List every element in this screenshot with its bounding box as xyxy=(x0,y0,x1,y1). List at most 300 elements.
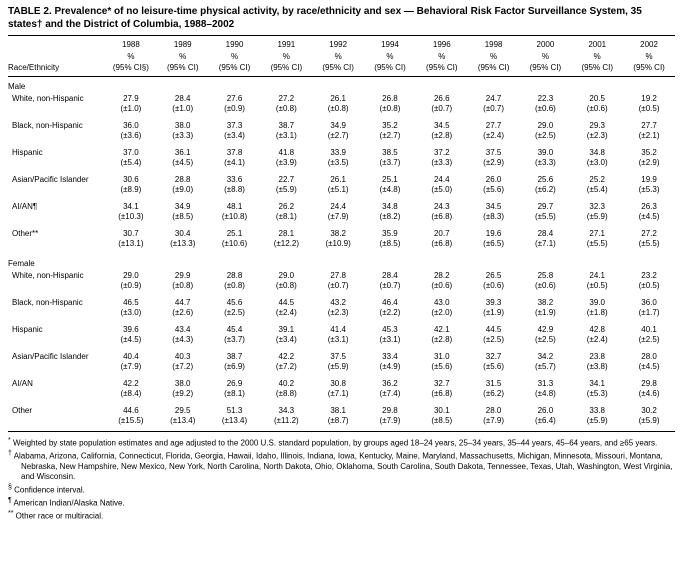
prevalence-value: 28.4 xyxy=(382,270,398,280)
value-cell xyxy=(623,404,675,432)
percent-header: % xyxy=(645,51,653,61)
prevalence-value: 39.6 xyxy=(123,324,139,334)
value-cell xyxy=(157,173,209,200)
year-header: 1989 xyxy=(173,40,192,49)
data-row xyxy=(8,92,675,119)
confidence-interval: (±5.5) xyxy=(638,238,660,248)
confidence-interval: (±10.3) xyxy=(118,211,144,221)
value-cell xyxy=(312,200,364,227)
value-cell xyxy=(312,296,364,323)
prevalence-value: 39.3 xyxy=(485,297,502,307)
confidence-interval: (±13.4) xyxy=(170,415,196,425)
value-cell xyxy=(312,227,364,254)
prevalence-value: 24.7 xyxy=(485,93,502,103)
year-header: 1990 xyxy=(225,40,244,49)
race-label: Other** xyxy=(12,228,39,238)
confidence-interval: (±12.2) xyxy=(273,238,299,248)
value-cell xyxy=(623,200,675,227)
confidence-interval: (±0.7) xyxy=(379,280,401,290)
race-ethnicity-header: Race/Ethnicity xyxy=(8,62,105,76)
prevalence-value: 25.1 xyxy=(226,228,243,238)
value-cell xyxy=(468,404,520,432)
value-cell xyxy=(105,119,157,146)
prevalence-value: 33.8 xyxy=(589,405,605,415)
value-cell xyxy=(209,377,261,404)
confidence-interval: (±3.9) xyxy=(275,157,297,167)
value-cell xyxy=(468,296,520,323)
year-header: 1996 xyxy=(432,40,451,49)
confidence-interval: (±6.9) xyxy=(224,361,245,371)
data-row xyxy=(8,404,675,432)
prevalence-value: 40.3 xyxy=(174,351,191,361)
value-cell xyxy=(364,323,416,350)
value-cell xyxy=(209,146,261,173)
value-cell xyxy=(105,200,157,227)
value-cell xyxy=(416,200,468,227)
value-cell xyxy=(312,350,364,377)
confidence-interval: (±9.2) xyxy=(172,388,194,398)
value-cell xyxy=(260,377,312,404)
race-label: AI/AN¶ xyxy=(12,201,38,211)
confidence-interval: (±5.9) xyxy=(275,184,297,194)
prevalence-value: 25.1 xyxy=(382,174,398,184)
value-cell xyxy=(364,377,416,404)
confidence-interval: (±5.1) xyxy=(327,184,349,194)
prevalence-value: 31.0 xyxy=(433,351,450,361)
footnote xyxy=(8,496,675,509)
value-cell xyxy=(105,323,157,350)
value-cell xyxy=(157,269,209,296)
confidence-interval: (±3.8) xyxy=(586,361,608,371)
prevalence-value: 38.2 xyxy=(537,297,554,307)
percent-header: % xyxy=(179,51,187,61)
prevalence-value: 24.4 xyxy=(330,201,346,211)
value-cell xyxy=(571,296,623,323)
confidence-interval: (±4.9) xyxy=(379,361,401,371)
confidence-interval: (±1.9) xyxy=(483,307,505,317)
confidence-interval: (±3.7) xyxy=(379,157,401,167)
value-cell xyxy=(312,146,364,173)
footnotes xyxy=(8,436,675,522)
value-cell xyxy=(209,296,261,323)
prevalence-value: 29.5 xyxy=(174,405,191,415)
prevalence-value: 26.2 xyxy=(278,201,295,211)
confidence-interval: (±0.8) xyxy=(172,280,194,290)
section-row xyxy=(8,76,675,92)
year-row xyxy=(8,36,675,51)
value-cell xyxy=(157,377,209,404)
value-cell xyxy=(312,173,364,200)
value-cell xyxy=(520,200,572,227)
confidence-interval: (±6.5) xyxy=(483,238,505,248)
value-cell xyxy=(209,404,261,432)
data-row xyxy=(8,173,675,200)
prevalence-value: 29.9 xyxy=(174,270,191,280)
prevalence-value: 20.7 xyxy=(433,228,450,238)
value-cell xyxy=(468,377,520,404)
value-cell xyxy=(312,323,364,350)
confidence-interval: (±8.1) xyxy=(224,388,245,398)
confidence-interval: (±0.8) xyxy=(379,103,401,113)
prevalence-value: 28.8 xyxy=(226,270,243,280)
value-cell xyxy=(105,227,157,254)
corner-cell xyxy=(8,51,105,63)
confidence-interval: (±4.5) xyxy=(120,334,142,344)
value-cell xyxy=(105,404,157,432)
prevalence-value: 26.9 xyxy=(226,378,243,388)
section-row xyxy=(8,254,675,269)
prevalence-value: 26.1 xyxy=(330,93,346,103)
percent-header: % xyxy=(438,51,446,61)
confidence-interval: (±7.9) xyxy=(120,361,142,371)
value-cell xyxy=(364,404,416,432)
prevalence-value: 37.5 xyxy=(485,147,502,157)
value-cell xyxy=(157,119,209,146)
confidence-interval: (±2.5) xyxy=(534,130,556,140)
prevalence-value: 48.1 xyxy=(226,201,243,211)
prevalence-value: 45.6 xyxy=(226,297,243,307)
value-cell xyxy=(520,119,572,146)
section-label: Female xyxy=(8,258,35,268)
prevalence-value: 34.1 xyxy=(589,378,605,388)
race-label: AI/AN xyxy=(12,378,33,388)
ci-header: (95% CI§) xyxy=(105,62,157,76)
prevalence-value: 41.4 xyxy=(330,324,346,334)
prevalence-value: 27.2 xyxy=(641,228,657,238)
value-cell xyxy=(623,146,675,173)
prevalence-value: 40.2 xyxy=(278,378,295,388)
percent-header: % xyxy=(386,51,394,61)
prevalence-value: 42.9 xyxy=(537,324,554,334)
footnote-marker: * xyxy=(8,436,11,444)
confidence-interval: (±4.6) xyxy=(638,388,660,398)
confidence-interval: (±2.4) xyxy=(483,130,505,140)
prevalence-value: 37.3 xyxy=(226,120,243,130)
footnote-marker: ¶ xyxy=(8,496,12,504)
footnote-marker: ** xyxy=(8,509,14,517)
data-row xyxy=(8,269,675,296)
footnote-text: Weighted by state population estimates and age adjusted to the 2000 U.S. standard population, by groups aged 18–24 years, 25–34 years, 35–44 years, 45–64 years, and ≥65 years. xyxy=(10,438,658,448)
prevalence-value: 44.5 xyxy=(485,324,502,334)
confidence-interval: (±2.8) xyxy=(431,130,453,140)
table-body xyxy=(8,76,675,431)
confidence-interval: (±6.8) xyxy=(431,238,453,248)
value-cell xyxy=(105,92,157,119)
value-cell xyxy=(571,92,623,119)
prevalence-value: 36.0 xyxy=(123,120,139,130)
confidence-interval: (±5.6) xyxy=(431,361,453,371)
prevalence-value: 31.5 xyxy=(485,378,502,388)
prevalence-value: 24.4 xyxy=(433,174,450,184)
data-row xyxy=(8,350,675,377)
prevalence-value: 29.0 xyxy=(537,120,554,130)
value-cell xyxy=(571,377,623,404)
value-cell xyxy=(571,350,623,377)
data-row xyxy=(8,146,675,173)
confidence-interval: (±3.1) xyxy=(379,334,401,344)
prevalence-value: 30.1 xyxy=(433,405,450,415)
prevalence-value: 25.8 xyxy=(537,270,554,280)
ci-header: (95% CI) xyxy=(312,62,364,76)
value-cell xyxy=(364,296,416,323)
prevalence-value: 37.0 xyxy=(123,147,139,157)
value-cell xyxy=(312,92,364,119)
prevalence-value: 38.0 xyxy=(174,378,191,388)
confidence-interval: (±10.6) xyxy=(221,238,248,248)
year-header: 2000 xyxy=(536,40,555,49)
value-cell xyxy=(364,92,416,119)
confidence-interval: (±5.9) xyxy=(638,415,660,425)
prevalence-value: 26.0 xyxy=(537,405,554,415)
corner-cell xyxy=(8,36,105,51)
prevalence-value: 38.5 xyxy=(382,147,398,157)
confidence-interval: (±2.3) xyxy=(327,307,349,317)
value-cell xyxy=(623,269,675,296)
value-cell xyxy=(468,323,520,350)
prevalence-value: 27.1 xyxy=(589,228,605,238)
prevalence-value: 42.8 xyxy=(589,324,605,334)
confidence-interval: (±4.3) xyxy=(172,334,194,344)
value-cell xyxy=(468,200,520,227)
value-cell xyxy=(520,350,572,377)
prevalence-value: 22.7 xyxy=(278,174,295,184)
percent-header: % xyxy=(490,51,498,61)
confidence-interval: (±10.8) xyxy=(221,211,248,221)
prevalence-value: 24.1 xyxy=(589,270,605,280)
value-cell xyxy=(416,227,468,254)
prevalence-value: 28.2 xyxy=(433,270,450,280)
prevalence-value: 31.3 xyxy=(537,378,554,388)
year-header: 2002 xyxy=(640,40,658,49)
confidence-interval: (±1.7) xyxy=(638,307,660,317)
prevalence-value: 32.7 xyxy=(485,351,502,361)
value-cell xyxy=(209,350,261,377)
confidence-interval: (±5.9) xyxy=(586,415,608,425)
confidence-interval: (±8.5) xyxy=(379,238,401,248)
value-cell xyxy=(468,119,520,146)
race-label: Asian/Pacific Islander xyxy=(12,174,89,184)
value-cell xyxy=(623,119,675,146)
prevalence-value: 30.8 xyxy=(330,378,346,388)
confidence-interval: (±3.3) xyxy=(172,130,194,140)
prevalence-value: 20.5 xyxy=(589,93,605,103)
confidence-interval: (±3.7) xyxy=(224,334,245,344)
prevalence-value: 30.4 xyxy=(174,228,191,238)
prevalence-value: 36.1 xyxy=(174,147,191,157)
ci-header: (95% CI) xyxy=(520,62,572,76)
value-cell xyxy=(209,119,261,146)
value-cell xyxy=(520,92,572,119)
confidence-interval: (±8.5) xyxy=(172,211,194,221)
prevalence-value: 29.7 xyxy=(537,201,554,211)
confidence-interval: (±6.8) xyxy=(431,211,453,221)
prevalence-value: 27.7 xyxy=(641,120,657,130)
footnote xyxy=(8,436,675,449)
confidence-interval: (±7.2) xyxy=(172,361,194,371)
confidence-interval: (±8.8) xyxy=(224,184,245,194)
prevalence-value: 38.7 xyxy=(278,120,295,130)
year-header: 1994 xyxy=(381,40,399,49)
footnote xyxy=(8,509,675,522)
value-cell xyxy=(520,323,572,350)
prevalence-value: 51.3 xyxy=(226,405,243,415)
prevalence-value: 40.4 xyxy=(123,351,139,361)
value-cell xyxy=(105,146,157,173)
value-cell xyxy=(571,227,623,254)
prevalence-value: 42.1 xyxy=(433,324,450,334)
confidence-interval: (±9.0) xyxy=(172,184,194,194)
value-cell xyxy=(468,227,520,254)
prevalence-value: 30.2 xyxy=(641,405,657,415)
value-cell xyxy=(157,227,209,254)
value-cell xyxy=(468,92,520,119)
prevalence-value: 39.0 xyxy=(537,147,554,157)
confidence-interval: (±2.6) xyxy=(172,307,194,317)
table-title xyxy=(8,6,675,31)
confidence-interval: (±0.8) xyxy=(327,103,349,113)
prevalence-value: 34.2 xyxy=(537,351,554,361)
value-cell xyxy=(468,173,520,200)
prevalence-value: 26.6 xyxy=(433,93,450,103)
prevalence-value: 38.7 xyxy=(226,351,243,361)
table-number: TABLE 2. xyxy=(8,6,52,17)
value-cell xyxy=(209,323,261,350)
table-header xyxy=(8,36,675,77)
confidence-interval: (±2.8) xyxy=(431,334,453,344)
race-label: Black, non-Hispanic xyxy=(12,297,83,307)
ci-header: (95% CI) xyxy=(364,62,416,76)
confidence-interval: (±6.2) xyxy=(534,184,556,194)
confidence-interval: (±0.9) xyxy=(224,103,245,113)
prevalence-value: 39.1 xyxy=(278,324,295,334)
confidence-interval: (±0.7) xyxy=(483,103,505,113)
confidence-interval: (±5.4) xyxy=(586,184,608,194)
percent-header: % xyxy=(541,51,549,61)
value-cell xyxy=(312,404,364,432)
prevalence-value: 22.3 xyxy=(537,93,554,103)
prevalence-value: 26.8 xyxy=(382,93,398,103)
prevalence-value: 25.2 xyxy=(589,174,605,184)
prevalence-value: 29.0 xyxy=(123,270,139,280)
prevalence-value: 38.0 xyxy=(174,120,191,130)
value-cell xyxy=(157,146,209,173)
prevalence-value: 27.6 xyxy=(226,93,243,103)
prevalence-value: 43.4 xyxy=(174,324,191,334)
prevalence-value: 30.7 xyxy=(123,228,139,238)
confidence-interval: (±4.5) xyxy=(638,361,660,371)
prevalence-value: 27.7 xyxy=(485,120,502,130)
value-cell xyxy=(520,173,572,200)
prevalence-value: 36.0 xyxy=(641,297,657,307)
confidence-interval: (±0.6) xyxy=(586,103,608,113)
prevalence-value: 42.2 xyxy=(123,378,139,388)
year-header: 1998 xyxy=(484,40,503,49)
prevalence-value: 39.0 xyxy=(589,297,605,307)
confidence-interval: (±5.0) xyxy=(431,184,453,194)
value-cell xyxy=(364,119,416,146)
prevalence-value: 26.0 xyxy=(485,174,502,184)
value-cell xyxy=(623,296,675,323)
confidence-interval: (±2.5) xyxy=(483,334,505,344)
value-cell xyxy=(416,404,468,432)
confidence-interval: (±13.4) xyxy=(221,415,248,425)
confidence-interval: (±5.4) xyxy=(120,157,142,167)
footnote-text: Confidence interval. xyxy=(11,485,85,495)
confidence-interval: (±2.5) xyxy=(224,307,245,317)
prevalence-value: 28.8 xyxy=(174,174,191,184)
prevalence-value: 37.5 xyxy=(330,351,346,361)
prevalence-value: 35.9 xyxy=(382,228,398,238)
value-cell xyxy=(571,323,623,350)
prevalence-value: 26.3 xyxy=(641,201,657,211)
value-cell xyxy=(105,377,157,404)
prevalence-value: 41.8 xyxy=(278,147,295,157)
value-cell xyxy=(571,173,623,200)
prevalence-value: 46.4 xyxy=(382,297,398,307)
prevalence-value: 19.2 xyxy=(641,93,657,103)
ci-header: (95% CI) xyxy=(468,62,520,76)
value-cell xyxy=(260,296,312,323)
prevalence-value: 38.2 xyxy=(330,228,346,238)
prevalence-value: 45.3 xyxy=(382,324,398,334)
prevalence-value: 46.5 xyxy=(123,297,139,307)
value-cell xyxy=(260,146,312,173)
value-cell xyxy=(571,404,623,432)
value-cell xyxy=(416,146,468,173)
confidence-interval: (±8.7) xyxy=(327,415,349,425)
confidence-interval: (±8.5) xyxy=(431,415,453,425)
value-cell xyxy=(260,404,312,432)
confidence-interval: (±2.4) xyxy=(275,307,297,317)
value-cell xyxy=(105,269,157,296)
section-label: Male xyxy=(8,81,26,91)
prevalence-value: 34.9 xyxy=(330,120,346,130)
value-cell xyxy=(260,200,312,227)
prevalence-value: 44.6 xyxy=(123,405,139,415)
confidence-interval: (±2.7) xyxy=(327,130,349,140)
year-header: 1991 xyxy=(277,40,296,49)
confidence-interval: (±0.6) xyxy=(534,280,556,290)
confidence-interval: (±13.1) xyxy=(118,238,144,248)
value-cell xyxy=(260,323,312,350)
prevalence-value: 45.4 xyxy=(226,324,243,334)
value-cell xyxy=(105,350,157,377)
value-cell xyxy=(571,146,623,173)
value-cell xyxy=(416,350,468,377)
value-cell xyxy=(364,350,416,377)
value-cell xyxy=(520,296,572,323)
confidence-interval: (±0.6) xyxy=(483,280,505,290)
race-label: Hispanic xyxy=(12,324,43,334)
confidence-interval: (±1.9) xyxy=(534,307,556,317)
value-cell xyxy=(623,350,675,377)
race-label: White, non-Hispanic xyxy=(12,270,84,280)
confidence-interval: (±3.1) xyxy=(275,130,297,140)
prevalence-value: 44.7 xyxy=(174,297,191,307)
value-cell xyxy=(623,323,675,350)
prevalence-value: 26.1 xyxy=(330,174,346,184)
value-cell xyxy=(364,227,416,254)
data-row xyxy=(8,296,675,323)
footnote-marker: † xyxy=(8,449,12,457)
prevalence-value: 32.3 xyxy=(589,201,605,211)
data-row xyxy=(8,119,675,146)
data-row xyxy=(8,377,675,404)
value-cell xyxy=(623,92,675,119)
value-cell xyxy=(623,227,675,254)
confidence-interval: (±2.4) xyxy=(586,334,608,344)
ci-header: (95% CI) xyxy=(571,62,623,76)
